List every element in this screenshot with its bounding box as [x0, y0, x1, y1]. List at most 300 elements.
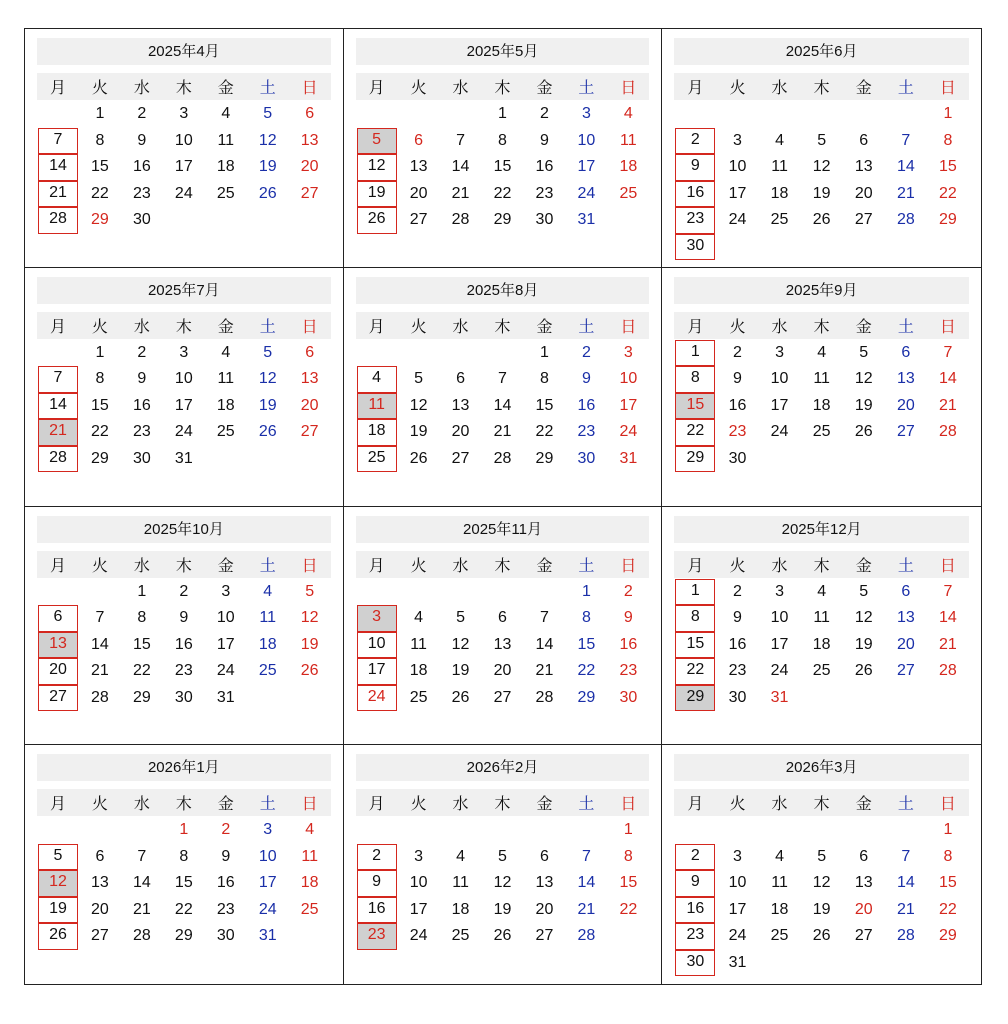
day-cell: 14: [896, 874, 915, 892]
day-cell: 31: [770, 688, 789, 706]
weekday-label: 水: [133, 796, 150, 814]
day-cell: 22: [91, 184, 109, 202]
day-cell: 16: [728, 396, 747, 414]
day-cell: 17: [728, 900, 747, 918]
weekday-label: 日: [939, 80, 956, 97]
day-cell: 3: [623, 343, 633, 361]
weekday-label: 木: [813, 796, 830, 814]
weekday-label: 土: [578, 318, 595, 336]
day-cell: 18: [357, 419, 397, 446]
weekday-label: 土: [897, 80, 914, 97]
day-cell: 8: [943, 847, 953, 865]
weekday-header: [356, 551, 650, 578]
day-cell: 24: [577, 184, 596, 202]
day-cell: 29: [535, 449, 554, 467]
day-cell: 14: [38, 154, 78, 181]
day-cell: 4: [456, 847, 465, 865]
day-cell: 26: [409, 449, 428, 467]
day-cell: 10: [728, 874, 747, 892]
day-cell: 18: [451, 900, 470, 918]
day-cell: 15: [577, 635, 596, 653]
day-cell: 1: [623, 821, 633, 839]
day-cell: 20: [91, 900, 109, 918]
day-cell: 8: [943, 131, 953, 149]
day-cell: 4: [817, 343, 827, 361]
day-cell: 15: [939, 874, 957, 892]
day-cell: 7: [943, 343, 953, 361]
weekday-label: 月: [687, 80, 704, 97]
day-cell: 22: [939, 184, 957, 202]
day-cell: 19: [38, 897, 78, 924]
day-cell: 21: [896, 900, 915, 918]
day-cell: 22: [675, 658, 715, 685]
day-cell: 2: [357, 844, 397, 871]
empty-day: [79, 818, 121, 843]
weekday-label: 水: [452, 796, 469, 814]
day-cell: 23: [174, 662, 193, 679]
day-cell: 10: [216, 609, 235, 626]
day-cell: 3: [775, 582, 785, 600]
day-cell: 26: [493, 927, 512, 945]
day-cell: 1: [675, 579, 715, 606]
empty-day: [759, 102, 801, 127]
month-title: 2025年4月: [37, 38, 331, 65]
day-cell: 25: [409, 688, 428, 706]
day-cell: 3: [221, 582, 231, 600]
day-cell: 27: [896, 662, 915, 679]
weekday-label: 金: [536, 318, 553, 336]
day-cell: 23: [728, 423, 747, 441]
weekday-label: 木: [494, 557, 511, 575]
weekday-header: [37, 73, 331, 100]
month-title: 2026年2月: [356, 754, 650, 781]
day-cell: 23: [577, 423, 596, 441]
weekday-label: 日: [939, 557, 956, 575]
weekday-label: 火: [91, 80, 108, 97]
month-panel: [344, 745, 663, 984]
day-cell: 2: [675, 844, 715, 871]
day-cell: 28: [535, 688, 554, 706]
day-cell: 28: [939, 423, 957, 441]
day-cell: 21: [38, 181, 78, 208]
day-cell: 27: [409, 211, 428, 228]
day-cell: 11: [259, 609, 277, 626]
day-cell: 24: [770, 662, 789, 679]
day-cell: 30: [132, 449, 151, 467]
day-cell: 2: [733, 343, 742, 361]
weekday-label: 火: [91, 796, 108, 814]
day-cell: 11: [217, 370, 235, 388]
day-cell: 13: [409, 158, 428, 175]
weekday-label: 金: [217, 318, 234, 336]
weekday-label: 金: [536, 796, 553, 814]
day-cell: 24: [728, 927, 747, 945]
day-cell: 19: [812, 184, 831, 202]
day-cell: 17: [770, 396, 789, 414]
day-cell: 28: [577, 927, 596, 945]
empty-day: [440, 580, 482, 605]
day-cell: 12: [258, 131, 277, 149]
day-cell: 30: [619, 688, 638, 706]
day-cell: 7: [95, 609, 105, 626]
weekday-label: 土: [578, 557, 595, 575]
weekday-label: 木: [494, 796, 511, 814]
day-cell: 6: [498, 609, 507, 626]
day-cell: 15: [174, 874, 193, 892]
day-cell: 16: [216, 874, 235, 892]
weekday-label: 金: [855, 318, 872, 336]
day-cell: 12: [451, 635, 470, 653]
weekday-label: 木: [494, 318, 511, 336]
month-title: 2025年5月: [356, 38, 650, 65]
day-cell: 2: [675, 128, 715, 155]
weekday-label: 火: [410, 318, 427, 336]
weekday-label: 木: [175, 318, 192, 336]
day-cell: 22: [493, 184, 512, 202]
day-cell: 23: [535, 184, 554, 202]
day-cell: 3: [733, 847, 742, 865]
day-cell: 5: [263, 343, 273, 361]
day-cell: 22: [174, 900, 193, 918]
weekday-label: 土: [578, 80, 595, 97]
day-cell: 27: [535, 927, 554, 945]
day-grid: [674, 817, 969, 976]
day-cell: 8: [498, 131, 507, 149]
empty-day: [356, 341, 398, 366]
month-title: 2025年8月: [356, 277, 650, 304]
day-cell: 23: [728, 662, 747, 679]
day-cell: 5: [305, 582, 315, 600]
day-cell: 20: [493, 662, 512, 679]
day-cell: 28: [451, 211, 470, 228]
day-cell: 23: [675, 207, 715, 234]
day-cell: 29: [939, 927, 957, 945]
day-cell: 23: [675, 923, 715, 950]
day-cell: 30: [728, 688, 747, 706]
day-cell: 23: [357, 923, 397, 950]
empty-day: [674, 102, 716, 127]
month-panel: [344, 507, 663, 746]
day-cell: 21: [896, 184, 915, 202]
day-cell: 25: [451, 927, 470, 945]
day-grid: [356, 340, 650, 473]
day-cell: 11: [301, 847, 318, 865]
day-cell: 22: [675, 419, 715, 446]
day-cell: 11: [452, 874, 469, 892]
day-cell: 29: [91, 211, 109, 228]
day-cell: 4: [357, 366, 397, 393]
day-cell: 3: [581, 105, 591, 122]
empty-day: [716, 818, 758, 843]
day-cell: 15: [535, 396, 554, 414]
day-cell: 6: [859, 131, 869, 149]
weekday-label: 火: [410, 557, 427, 575]
day-cell: 23: [216, 900, 235, 918]
day-cell: 6: [456, 370, 465, 388]
empty-day: [482, 341, 524, 366]
weekday-label: 日: [620, 557, 637, 575]
day-cell: 4: [221, 343, 231, 361]
day-cell: 10: [357, 632, 397, 659]
weekday-label: 火: [729, 796, 746, 814]
day-cell: 2: [581, 343, 591, 361]
empty-day: [801, 102, 843, 127]
weekday-label: 月: [49, 796, 66, 814]
day-cell: 4: [817, 582, 827, 600]
day-cell: 2: [179, 582, 189, 600]
day-cell: 24: [216, 662, 235, 679]
day-cell: 12: [854, 370, 873, 388]
day-cell: 10: [409, 874, 428, 892]
empty-day: [482, 580, 524, 605]
day-cell: 19: [300, 635, 319, 653]
day-cell: 29: [577, 688, 596, 706]
weekday-header: [37, 312, 331, 339]
empty-day: [523, 818, 565, 843]
calendar-grid: [24, 28, 982, 985]
day-cell: 26: [854, 423, 873, 441]
month-title: 2026年3月: [674, 754, 969, 781]
day-cell: 29: [132, 688, 151, 706]
day-cell: 5: [38, 844, 78, 871]
day-grid: [37, 817, 331, 950]
day-cell: 27: [38, 685, 78, 712]
month-panel: [25, 29, 344, 268]
day-cell: 10: [770, 609, 789, 626]
month-title: 2025年7月: [37, 277, 331, 304]
day-cell: 5: [456, 609, 465, 626]
day-cell: 15: [91, 158, 109, 175]
day-cell: 3: [263, 821, 273, 839]
weekday-label: 月: [368, 557, 385, 575]
day-cell: 4: [414, 609, 424, 626]
day-cell: 29: [675, 685, 715, 712]
day-cell: 28: [939, 662, 957, 679]
weekday-header: [37, 551, 331, 578]
weekday-label: 火: [729, 557, 746, 575]
weekday-label: 水: [133, 318, 150, 336]
weekday-label: 金: [217, 557, 234, 575]
day-cell: 7: [581, 847, 591, 865]
weekday-label: 日: [301, 796, 318, 814]
day-cell: 13: [535, 874, 554, 892]
day-cell: 21: [939, 635, 957, 653]
day-cell: 4: [775, 847, 785, 865]
weekday-label: 木: [494, 80, 511, 97]
day-cell: 18: [812, 635, 831, 653]
weekday-header: [674, 789, 969, 816]
weekday-label: 火: [91, 557, 108, 575]
day-cell: 26: [38, 923, 78, 950]
weekday-label: 金: [536, 80, 553, 97]
day-cell: 5: [817, 131, 827, 149]
month-panel: [25, 268, 344, 507]
day-cell: 9: [221, 847, 231, 865]
weekday-label: 日: [939, 318, 956, 336]
weekday-label: 金: [217, 80, 234, 97]
empty-day: [37, 580, 79, 605]
day-cell: 25: [770, 927, 789, 945]
day-cell: 24: [619, 423, 638, 441]
day-cell: 1: [137, 582, 147, 600]
day-cell: 9: [733, 370, 742, 388]
day-cell: 17: [577, 158, 596, 175]
day-cell: 18: [619, 158, 638, 175]
weekday-label: 金: [855, 80, 872, 97]
weekday-label: 木: [175, 796, 192, 814]
day-cell: 10: [174, 131, 193, 149]
day-cell: 24: [258, 900, 277, 918]
day-cell: 27: [300, 423, 319, 441]
day-cell: 16: [132, 158, 151, 175]
day-cell: 11: [771, 158, 788, 175]
day-cell: 6: [95, 847, 105, 865]
weekday-label: 金: [855, 557, 872, 575]
day-cell: 24: [174, 184, 193, 202]
weekday-label: 水: [771, 796, 788, 814]
day-cell: 1: [95, 105, 105, 122]
day-cell: 16: [535, 158, 554, 175]
day-cell: 1: [581, 582, 591, 600]
day-grid: [37, 579, 331, 712]
day-cell: 2: [539, 105, 549, 122]
weekday-label: 火: [91, 318, 108, 336]
day-cell: 8: [95, 370, 105, 388]
weekday-label: 木: [813, 80, 830, 97]
day-cell: 13: [300, 370, 319, 388]
day-cell: 7: [901, 131, 911, 149]
day-cell: 20: [896, 635, 915, 653]
day-cell: 6: [859, 847, 869, 865]
month-panel: [344, 268, 663, 507]
weekday-label: 土: [578, 796, 595, 814]
day-cell: 19: [854, 635, 873, 653]
day-cell: 25: [770, 211, 789, 228]
day-cell: 4: [305, 821, 315, 839]
day-cell: 5: [263, 105, 273, 122]
day-cell: 15: [619, 874, 638, 892]
day-cell: 1: [498, 105, 507, 122]
weekday-label: 木: [175, 557, 192, 575]
day-cell: 24: [409, 927, 428, 945]
day-cell: 27: [896, 423, 915, 441]
day-cell: 15: [675, 632, 715, 659]
day-cell: 3: [179, 105, 189, 122]
day-cell: 28: [132, 927, 151, 945]
day-cell: 8: [179, 847, 189, 865]
day-cell: 7: [901, 847, 911, 865]
day-cell: 11: [813, 370, 830, 388]
day-grid: [37, 101, 331, 234]
day-cell: 16: [174, 635, 193, 653]
day-cell: 21: [38, 419, 78, 446]
day-cell: 19: [409, 423, 428, 441]
day-cell: 13: [854, 158, 873, 175]
day-cell: 6: [539, 847, 549, 865]
day-cell: 11: [771, 874, 788, 892]
day-cell: 27: [91, 927, 109, 945]
weekday-label: 金: [217, 796, 234, 814]
day-cell: 30: [535, 211, 554, 228]
day-cell: 18: [770, 900, 789, 918]
day-cell: 18: [216, 158, 235, 175]
day-cell: 10: [577, 131, 596, 149]
day-cell: 9: [733, 609, 742, 626]
day-cell: 18: [409, 662, 428, 679]
day-cell: 11: [620, 131, 637, 149]
day-cell: 14: [91, 635, 109, 653]
month-title: 2025年9月: [674, 277, 969, 304]
day-cell: 21: [451, 184, 470, 202]
day-cell: 10: [619, 370, 638, 388]
month-panel: [662, 745, 981, 984]
weekday-label: 日: [620, 796, 637, 814]
day-cell: 31: [577, 211, 596, 228]
month-panel: [25, 745, 344, 984]
day-cell: 21: [132, 900, 151, 918]
day-cell: 30: [216, 927, 235, 945]
day-cell: 31: [728, 953, 747, 971]
day-cell: 16: [132, 396, 151, 414]
day-cell: 19: [493, 900, 512, 918]
day-cell: 29: [493, 211, 512, 228]
weekday-label: 水: [771, 557, 788, 575]
weekday-label: 水: [452, 557, 469, 575]
day-grid: [356, 817, 650, 950]
day-cell: 29: [91, 449, 109, 467]
day-cell: 16: [357, 897, 397, 924]
day-cell: 28: [896, 211, 915, 228]
weekday-label: 木: [175, 80, 192, 97]
weekday-label: 土: [897, 557, 914, 575]
day-cell: 5: [414, 370, 424, 388]
day-cell: 25: [216, 184, 235, 202]
day-cell: 10: [728, 158, 747, 175]
empty-day: [37, 818, 79, 843]
month-title: 2025年10月: [37, 516, 331, 543]
day-cell: 6: [305, 105, 315, 122]
day-cell: 5: [817, 847, 827, 865]
weekday-header: [356, 312, 650, 339]
day-cell: 15: [91, 396, 109, 414]
weekday-label: 金: [855, 796, 872, 814]
weekday-label: 土: [897, 318, 914, 336]
day-cell: 13: [896, 609, 915, 626]
day-cell: 29: [675, 446, 715, 473]
empty-day: [356, 580, 398, 605]
day-cell: 31: [174, 449, 193, 467]
day-cell: 14: [939, 370, 957, 388]
day-cell: 8: [623, 847, 633, 865]
day-cell: 12: [812, 158, 831, 175]
weekday-label: 水: [452, 318, 469, 336]
empty-day: [482, 818, 524, 843]
empty-day: [674, 818, 716, 843]
empty-day: [356, 818, 398, 843]
day-cell: 4: [775, 131, 785, 149]
day-cell: 18: [216, 396, 235, 414]
day-cell: 19: [451, 662, 470, 679]
day-cell: 12: [493, 874, 512, 892]
weekday-label: 日: [301, 80, 318, 97]
day-cell: 17: [619, 396, 638, 414]
day-cell: 18: [812, 396, 831, 414]
day-cell: 10: [174, 370, 193, 388]
day-cell: 23: [132, 423, 151, 441]
empty-day: [716, 102, 758, 127]
day-cell: 2: [137, 343, 147, 361]
day-cell: 1: [539, 343, 549, 361]
